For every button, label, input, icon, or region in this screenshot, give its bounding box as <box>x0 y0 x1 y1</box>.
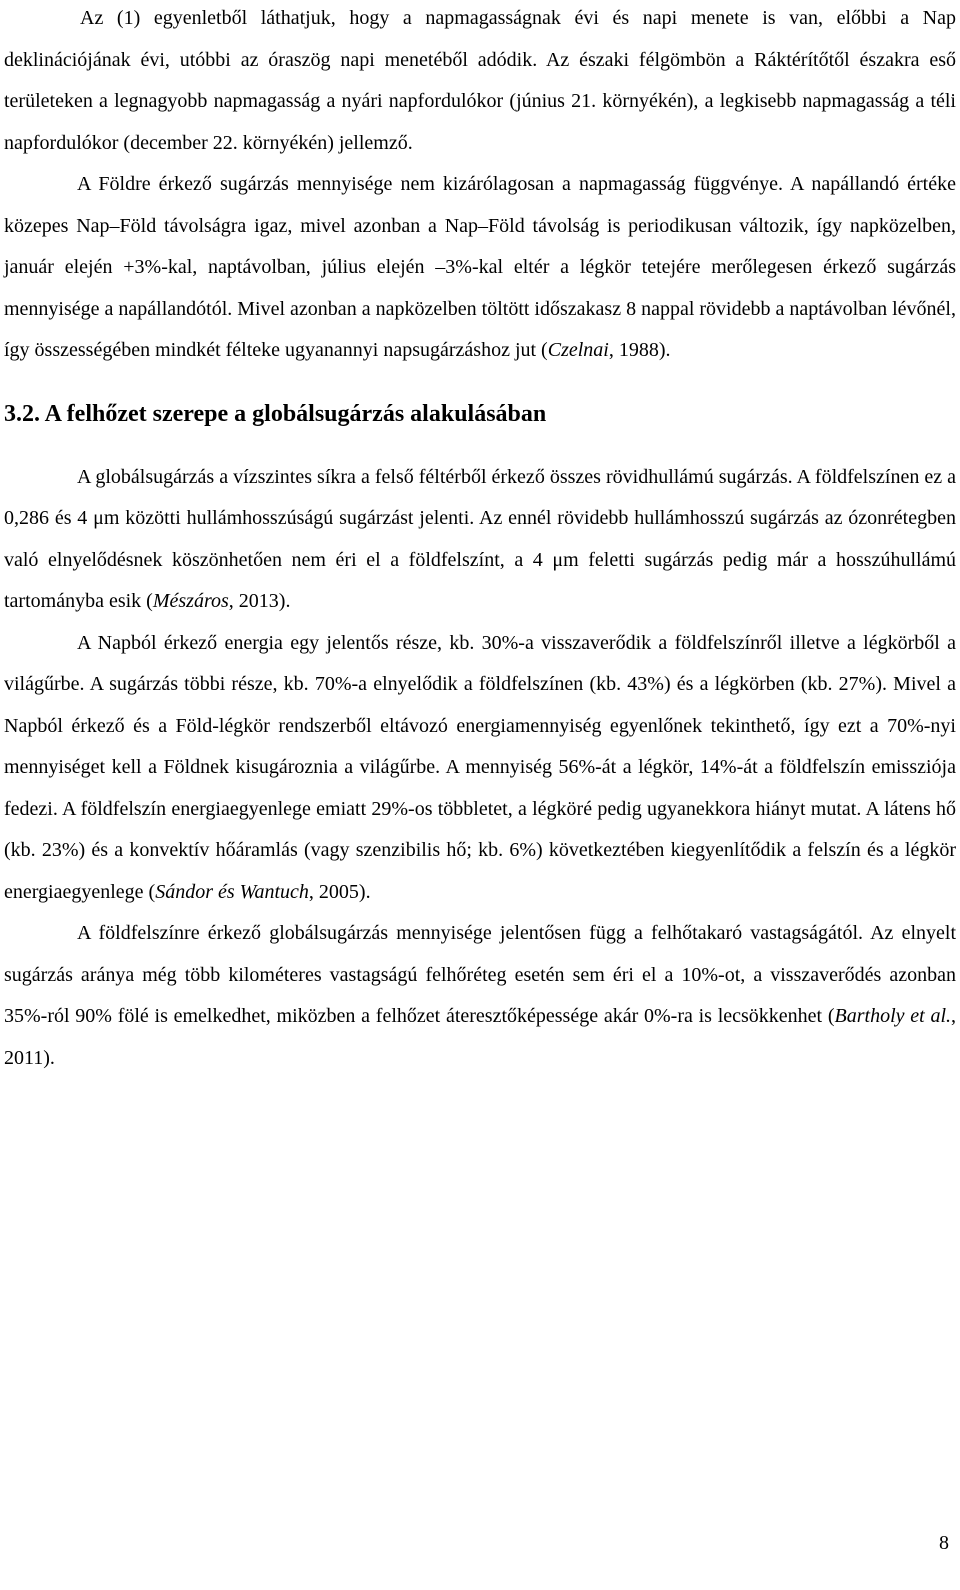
citation-year: , 2011). <box>4 1005 956 1069</box>
citation-author: Mészáros <box>152 590 229 612</box>
paragraph-napmagassag: Az (1) egyenletből láthatjuk, hogy a napmagasságnak évi és napi menete is van, előbbi a Nap deklinációjának évi, utóbbi az óraszög napi menetéből adódik. Az északi félgömbön a Ráktérítőtől északra eső területeken a legnagyobb napmagasság a nyári napfordulókor (június 21. környékén), a legkisebb napmagasság a téli napfordulókor (december 22. környékén) jellemző. <box>4 7 956 154</box>
paragraph-text: A Földre érkező sugárzás mennyisége nem kizárólagosan a napmagasság függvénye. A napállandó értéke közepes Nap–Föld távolságra igaz, mivel azonban a Nap–Föld távolság is periodikusan változik, így napközelben, január elején +3%-kal, naptávolban, július elején –3%-kal eltér a légkör tetejére merőlegesen érkező sugárzás mennyisége a napállandótól. Mivel azonban a napközelben töltött időszakasz 8 nappal rövidebb a naptávolban lévőnél, így összességében mindkét félteke ugyanannyi napsugárzáshoz jut ( <box>4 173 956 361</box>
paragraph-foldre-erkezo-sugarzas <box>4 164 956 372</box>
citation-author: Czelnai <box>547 339 609 361</box>
citation-author: Bartholy et al. <box>834 1005 951 1027</box>
page-number: 8 <box>939 1532 949 1554</box>
citation-author: Sándor és Wantuch <box>155 880 309 903</box>
citation-year: , 2005). <box>308 880 371 903</box>
paragraph-felhotakaro <box>4 913 956 1079</box>
page-content <box>4 0 956 1079</box>
paragraph-text: A Napból érkező energia egy jelentős része, kb. 30%-a visszaverődik a földfelszínről illetve a légkörből a világűrbe. A sugárzás többi része, kb. 70%-a elnyelődik a földfelszínen (kb. 43%) és a légkörben (kb. 27%). Mivel a Napból érkező és a Föld-légkör rendszerből eltávozó energiamennyiség egyenlőnek tekinthető, így ezt a 70%-nyi mennyiséget kell a Földnek kisugároznia a világűrbe. A mennyiség 56%-át a légkör, 14%-át a földfelszín emissziója fedezi. A földfelszín energiaegyenlege emiatt 29%-os többletet, a légköré pedig ugyanekkora hiányt mutat. A látens hő (kb. 23%) és a konvektív hőáramlás (vagy szenzibilis hő; kb. 6%) következtében kiegyenlítődik a felszín és a légkör energiaegyenlege ( <box>4 631 956 903</box>
citation-year: , 2013). <box>228 590 291 612</box>
paragraph-energiamerleg <box>4 623 956 914</box>
section-heading: 3.2. A felhőzet szerepe a globálsugárzás alakulásában <box>4 400 547 427</box>
paragraph-text: A globálsugárzás a vízszintes síkra a felső féltérből érkező összes rövidhullámú sugárzás. A földfelszínen ez a 0,286 és 4 μm közötti hullámhosszúságú sugárzást jelenti. Az ennél rövidebb hullámhosszú sugárzás az ózonrétegben való elnyelődésnek köszönhetően nem éri el a földfelszínt, a 4 μm feletti sugárzás pedig már a hosszúhullámú tartományba esik ( <box>4 465 956 612</box>
paragraph-globalsugarzas <box>4 457 956 623</box>
paragraph-text: A földfelszínre érkező globálsugárzás mennyisége jelentősen függ a felhőtakaró vastagságától. Az elnyelt sugárzás aránya még több kilométeres vastagságú felhőréteg esetén sem éri el a 10%-ot, a visszaverődés azonban 35%-ról 90% fölé is emelkedhet, miközben a felhőzet áteresztőképessége akár 0%-ra is lecsökkenhet ( <box>4 922 956 1027</box>
citation-year: , 1988). <box>608 339 671 361</box>
